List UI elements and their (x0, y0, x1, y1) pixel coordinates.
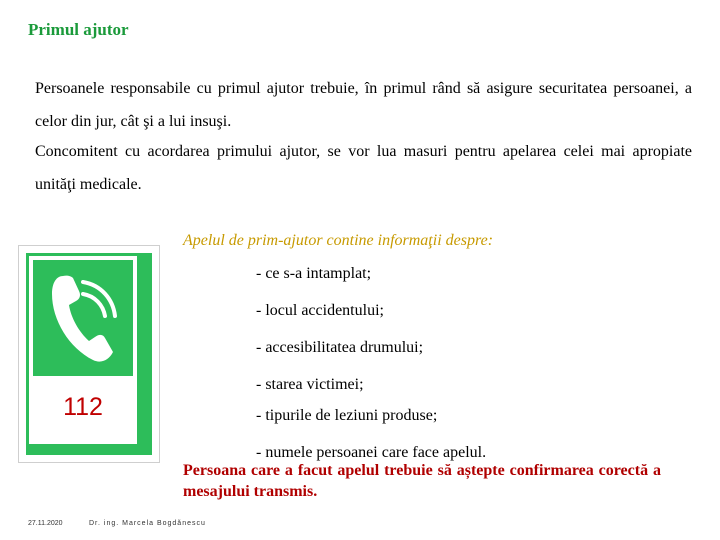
emergency-number: 112 (29, 380, 137, 444)
list-item: - ce s-a intamplat; (256, 265, 372, 282)
sign-icon-panel (29, 256, 137, 380)
page-title: Primul ajutor (28, 20, 129, 39)
list-item: - numele persoanei care face apelul. (256, 444, 487, 461)
paragraph-medical-unit: Concomitent cu acordarea primului ajutor, se vor lua masuri pentru apelarea celei mai apropiate unităţi medicale. (35, 143, 692, 193)
emergency-phone-sign (18, 245, 160, 463)
list-item: - tipurile de leziuni produse; (256, 407, 438, 424)
list-item: - starea victimei; (256, 376, 364, 393)
footer-date: 27.11.2020 (28, 520, 63, 527)
telephone-handset-icon (49, 272, 119, 364)
call-info-list (256, 262, 486, 472)
paragraph-safety: Persoanele responsabile cu primul ajutor trebuie, în primul rând să asigure securitatea persoanei, a celor din jur, cât şi a lui insuşi. (35, 80, 692, 130)
confirmation-note: Persoana care a facut apelul trebuie să aștepte confirmarea corectă a mesajului transmis. (183, 462, 661, 500)
list-item: - locul accidentului; (256, 302, 384, 319)
list-item: - accesibilitatea drumului; (256, 339, 424, 356)
call-info-heading: Apelul de prim-ajutor contine informaţii despre: (183, 232, 494, 249)
footer-author: Dr. ing. Marcela Bogdănescu (89, 520, 206, 527)
